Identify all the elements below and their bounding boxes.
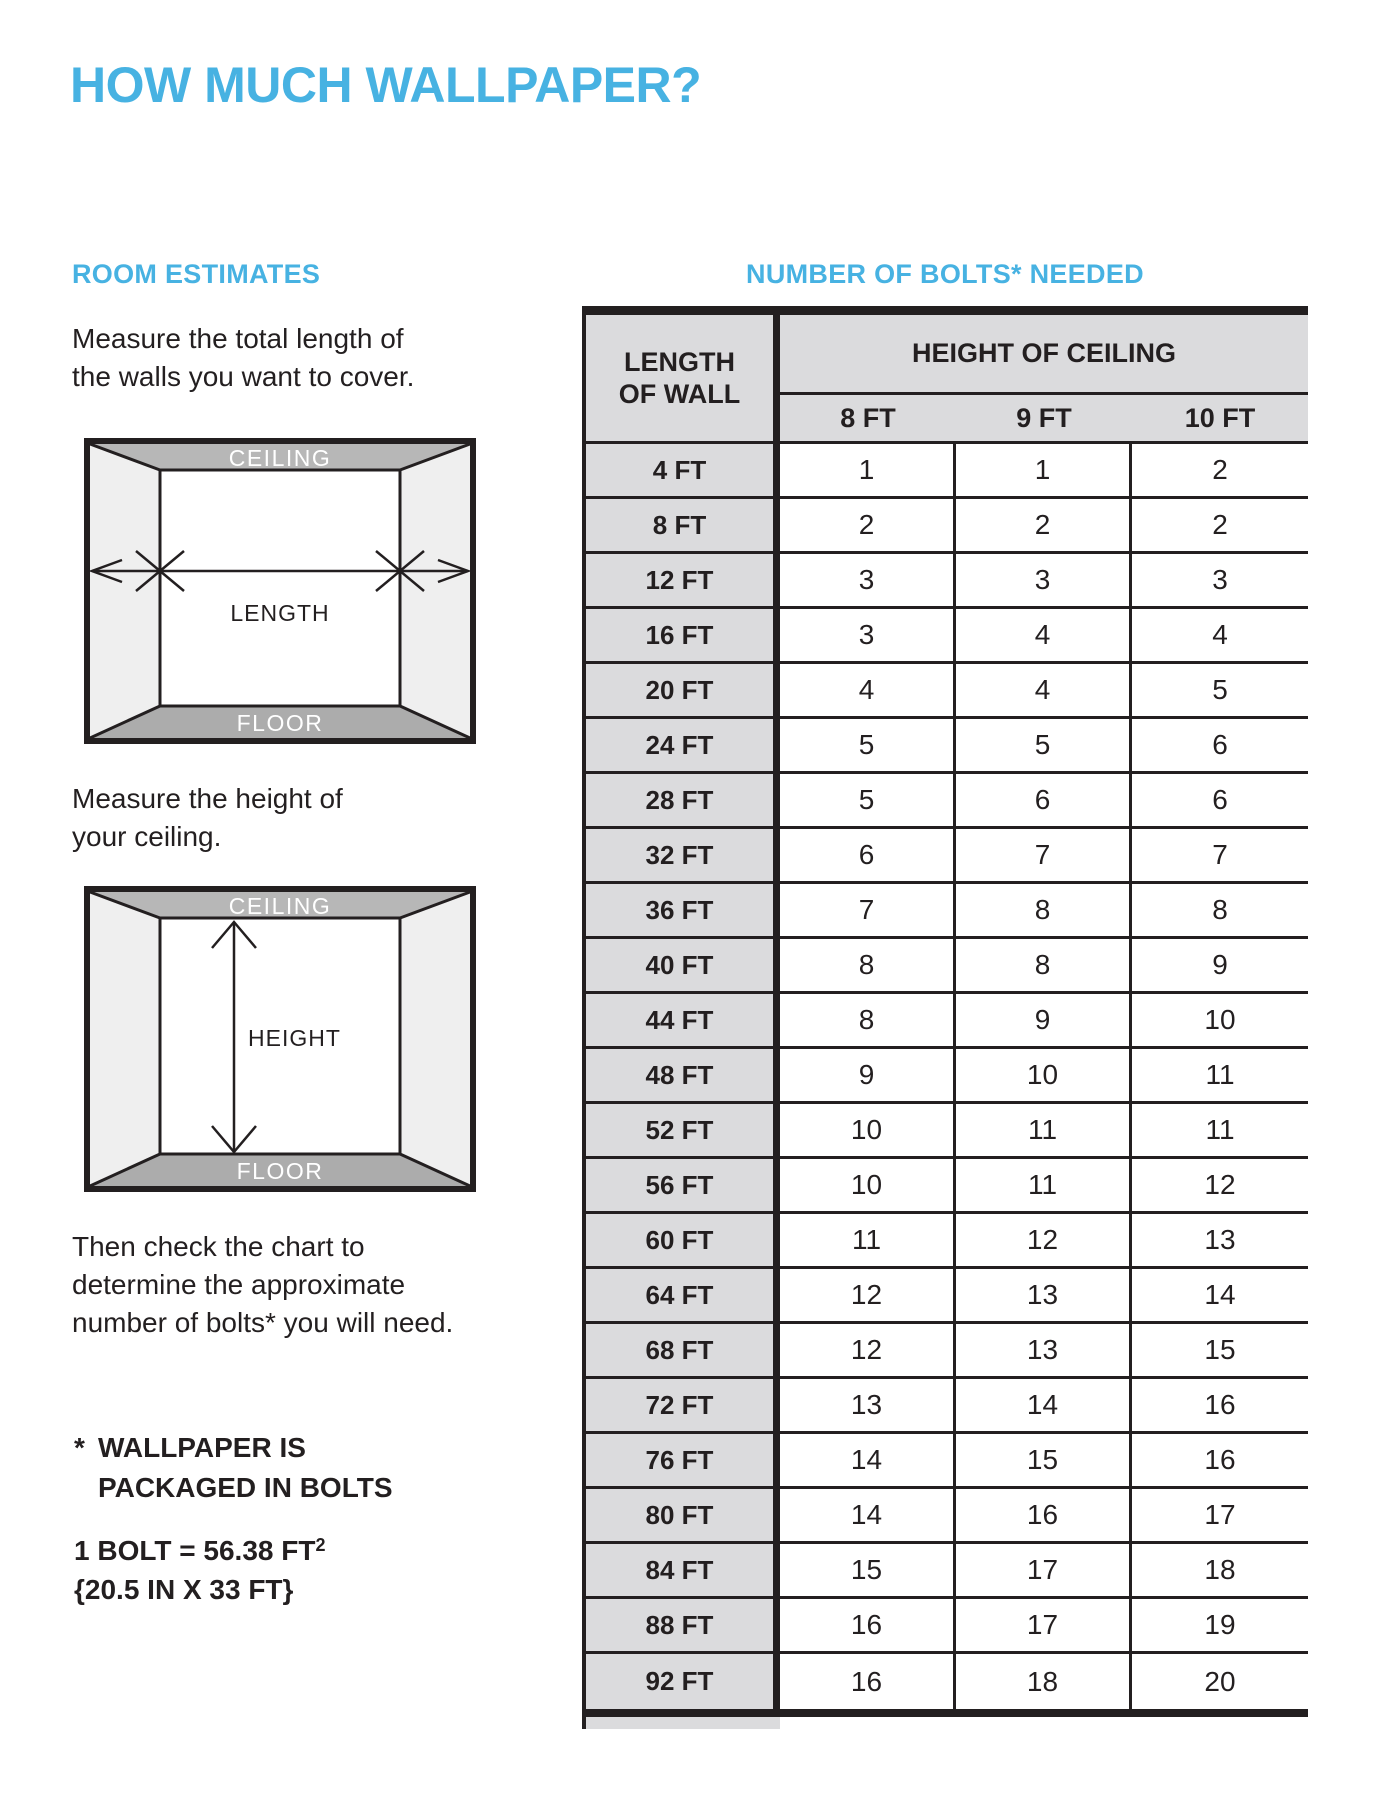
paragraph-line: number of bolts* you will need. <box>72 1307 454 1338</box>
bolt-count-cell: 3 <box>1132 554 1308 606</box>
table-top-border <box>582 306 1308 315</box>
floor-label: FLOOR <box>236 1158 324 1184</box>
bolt-size-note <box>74 1526 325 1609</box>
bolt-count-cell: 10 <box>1132 994 1308 1046</box>
bolt-count-cell: 4 <box>780 664 956 716</box>
bolt-count-cell: 14 <box>780 1489 956 1541</box>
bolt-count-cell: 7 <box>956 829 1132 881</box>
table-row <box>582 499 1308 554</box>
bolt-count-cell: 12 <box>1132 1159 1308 1211</box>
wall-length-cell: 20 FT <box>582 664 780 716</box>
wall-length-header-line: OF WALL <box>618 379 741 409</box>
bolt-table-body <box>582 444 1308 1709</box>
bolt-count-cell: 11 <box>956 1159 1132 1211</box>
bolt-count-cell: 18 <box>1132 1544 1308 1596</box>
bolt-count-cell: 9 <box>1132 939 1308 991</box>
wall-length-cell: 24 FT <box>582 719 780 771</box>
bolt-equation-line <box>74 1526 325 1570</box>
wall-length-header-line: LENGTH <box>624 347 735 377</box>
bolt-count-cell: 14 <box>1132 1269 1308 1321</box>
bolt-count-cell: 8 <box>1132 884 1308 936</box>
bolt-count-cell: 2 <box>1132 499 1308 551</box>
bolt-count-cell: 4 <box>1132 609 1308 661</box>
bolt-count-cell: 5 <box>956 719 1132 771</box>
wall-length-header <box>582 315 780 441</box>
bolt-count-cell: 16 <box>780 1654 956 1709</box>
bolt-count-cell: 11 <box>780 1214 956 1266</box>
paragraph-measure-height <box>72 780 343 856</box>
table-row <box>582 884 1308 939</box>
wall-length-cell: 36 FT <box>582 884 780 936</box>
table-row <box>582 1214 1308 1269</box>
bolt-count-cell: 13 <box>956 1324 1132 1376</box>
ceiling-label: CEILING <box>228 893 332 919</box>
wall-length-cell: 64 FT <box>582 1269 780 1321</box>
wall-length-cell: 80 FT <box>582 1489 780 1541</box>
bolt-count-cell: 18 <box>956 1654 1132 1709</box>
ceiling-height-header-group <box>780 315 1308 441</box>
bolt-count-cell: 15 <box>780 1544 956 1596</box>
table-row <box>582 664 1308 719</box>
wall-length-cell: 8 FT <box>582 499 780 551</box>
bolt-count-cell: 16 <box>956 1489 1132 1541</box>
ceiling-col-header-10ft: 10 FT <box>1184 402 1256 433</box>
bolt-count-cell: 17 <box>1132 1489 1308 1541</box>
bolt-count-cell: 20 <box>1132 1654 1308 1709</box>
table-row <box>582 719 1308 774</box>
table-bottom-border <box>582 1709 1308 1717</box>
bolt-count-cell: 9 <box>780 1049 956 1101</box>
bolt-count-cell: 13 <box>1132 1214 1308 1266</box>
bolt-count-cell: 17 <box>956 1544 1132 1596</box>
bolts-needed-heading: NUMBER OF BOLTS* NEEDED <box>746 259 1144 289</box>
bolt-count-cell: 9 <box>956 994 1132 1046</box>
bolt-count-cell: 3 <box>956 554 1132 606</box>
table-row <box>582 939 1308 994</box>
back-wall-shape <box>160 470 400 706</box>
bolt-count-cell: 8 <box>956 884 1132 936</box>
bolt-count-cell: 11 <box>1132 1104 1308 1156</box>
wall-length-cell: 52 FT <box>582 1104 780 1156</box>
table-gray-tab <box>582 1717 780 1729</box>
bolt-count-cell: 6 <box>1132 719 1308 771</box>
bolt-count-cell: 7 <box>780 884 956 936</box>
table-row <box>582 1324 1308 1379</box>
bolt-count-cell: 10 <box>956 1049 1132 1101</box>
table-row <box>582 1269 1308 1324</box>
bolt-count-cell: 4 <box>956 664 1132 716</box>
wall-length-cell: 56 FT <box>582 1159 780 1211</box>
bolt-count-cell: 11 <box>1132 1049 1308 1101</box>
paragraph-line: Measure the total length of <box>72 323 404 354</box>
bolt-count-cell: 1 <box>780 444 956 496</box>
bolt-count-cell: 7 <box>1132 829 1308 881</box>
bolt-equation-text: 1 BOLT = 56.38 FT <box>74 1535 316 1566</box>
bolt-count-cell: 17 <box>956 1599 1132 1651</box>
page-title: HOW MUCH WALLPAPER? <box>70 57 702 113</box>
footnote-asterisk: * <box>74 1432 85 1463</box>
table-row <box>582 444 1308 499</box>
paragraph-line: your ceiling. <box>72 821 222 852</box>
bolt-dimensions-line: {20.5 IN X 33 FT} <box>74 1574 294 1605</box>
wall-length-cell: 28 FT <box>582 774 780 826</box>
wall-length-cell: 44 FT <box>582 994 780 1046</box>
ceiling-height-header: HEIGHT OF CEILING <box>911 338 1176 368</box>
bolt-count-cell: 8 <box>956 939 1132 991</box>
table-row <box>582 554 1308 609</box>
bolt-count-cell: 2 <box>956 499 1132 551</box>
bolt-count-cell: 6 <box>956 774 1132 826</box>
bolt-count-cell: 10 <box>780 1159 956 1211</box>
ceiling-column-headers <box>780 395 1308 441</box>
bolt-count-cell: 2 <box>780 499 956 551</box>
table-row <box>582 829 1308 884</box>
bolt-count-cell: 14 <box>956 1379 1132 1431</box>
footnote-lines <box>98 1428 393 1508</box>
footnote-line: WALLPAPER IS <box>98 1432 306 1463</box>
table-row <box>582 774 1308 829</box>
wall-length-cell: 76 FT <box>582 1434 780 1486</box>
bolt-count-cell: 6 <box>780 829 956 881</box>
table-row <box>582 1434 1308 1489</box>
table-row <box>582 609 1308 664</box>
table-row <box>582 1049 1308 1104</box>
bolt-count-cell: 3 <box>780 609 956 661</box>
bolt-count-cell: 5 <box>780 719 956 771</box>
table-row <box>582 1104 1308 1159</box>
right-wall-shape <box>400 892 470 1186</box>
bolt-count-cell: 19 <box>1132 1599 1308 1651</box>
wallpaper-bolts-footnote <box>74 1428 393 1508</box>
table-row <box>582 1379 1308 1434</box>
wall-length-cell: 16 FT <box>582 609 780 661</box>
ceiling-col-header-9ft: 9 FT <box>1016 402 1072 433</box>
paragraph-line: Then check the chart to <box>72 1231 365 1262</box>
bolt-count-cell: 8 <box>780 939 956 991</box>
bolt-count-cell: 13 <box>956 1269 1132 1321</box>
bolt-count-cell: 1 <box>956 444 1132 496</box>
bolt-count-cell: 16 <box>1132 1379 1308 1431</box>
bolt-equation-superscript: 2 <box>315 1535 326 1555</box>
bolt-count-cell: 6 <box>1132 774 1308 826</box>
bolt-count-cell: 8 <box>780 994 956 1046</box>
bolt-count-cell: 15 <box>956 1434 1132 1486</box>
wall-length-cell: 40 FT <box>582 939 780 991</box>
footnote-line: PACKAGED IN BOLTS <box>98 1472 393 1503</box>
bolt-count-cell: 12 <box>780 1324 956 1376</box>
wall-length-cell: 68 FT <box>582 1324 780 1376</box>
right-wall-shape <box>400 444 470 738</box>
left-wall-shape <box>90 892 160 1186</box>
ceiling-col-header-8ft: 8 FT <box>840 402 896 433</box>
height-measure-label: HEIGHT <box>248 1025 341 1051</box>
table-header <box>582 315 1308 441</box>
table-row <box>582 1489 1308 1544</box>
room-diagram-height <box>84 886 476 1192</box>
bolt-count-cell: 2 <box>1132 444 1308 496</box>
table-row <box>582 1599 1308 1654</box>
table-row <box>582 1544 1308 1599</box>
paragraph-check-chart <box>72 1228 453 1342</box>
bolt-count-cell: 12 <box>780 1269 956 1321</box>
bolt-count-cell: 10 <box>780 1104 956 1156</box>
bolt-count-cell: 3 <box>780 554 956 606</box>
bolt-count-cell: 14 <box>780 1434 956 1486</box>
bolt-count-cell: 16 <box>1132 1434 1308 1486</box>
bolt-count-cell: 5 <box>1132 664 1308 716</box>
length-measure-label: LENGTH <box>230 600 330 626</box>
room-estimates-heading: ROOM ESTIMATES <box>72 259 321 289</box>
wall-length-cell: 92 FT <box>582 1654 780 1709</box>
bolts-table <box>582 306 1308 1729</box>
floor-label: FLOOR <box>236 710 324 736</box>
table-row <box>582 1654 1308 1709</box>
wall-length-cell: 12 FT <box>582 554 780 606</box>
wall-length-cell: 48 FT <box>582 1049 780 1101</box>
bolt-count-cell: 15 <box>1132 1324 1308 1376</box>
bolt-count-cell: 5 <box>780 774 956 826</box>
table-row <box>582 1159 1308 1214</box>
bolt-count-cell: 11 <box>956 1104 1132 1156</box>
wall-length-cell: 72 FT <box>582 1379 780 1431</box>
paragraph-measure-length <box>72 320 414 396</box>
paragraph-line: Measure the height of <box>72 783 343 814</box>
wall-length-cell: 4 FT <box>582 444 780 496</box>
wall-length-cell: 60 FT <box>582 1214 780 1266</box>
wall-length-cell: 32 FT <box>582 829 780 881</box>
bolt-count-cell: 16 <box>780 1599 956 1651</box>
wall-length-cell: 84 FT <box>582 1544 780 1596</box>
ceiling-label: CEILING <box>228 445 332 471</box>
table-row <box>582 994 1308 1049</box>
paragraph-line: the walls you want to cover. <box>72 361 415 392</box>
bolt-count-cell: 4 <box>956 609 1132 661</box>
wall-length-cell: 88 FT <box>582 1599 780 1651</box>
bolt-count-cell: 12 <box>956 1214 1132 1266</box>
left-wall-shape <box>90 444 160 738</box>
room-diagram-length <box>84 438 476 744</box>
paragraph-line: determine the approximate <box>72 1269 406 1300</box>
bolt-count-cell: 13 <box>780 1379 956 1431</box>
